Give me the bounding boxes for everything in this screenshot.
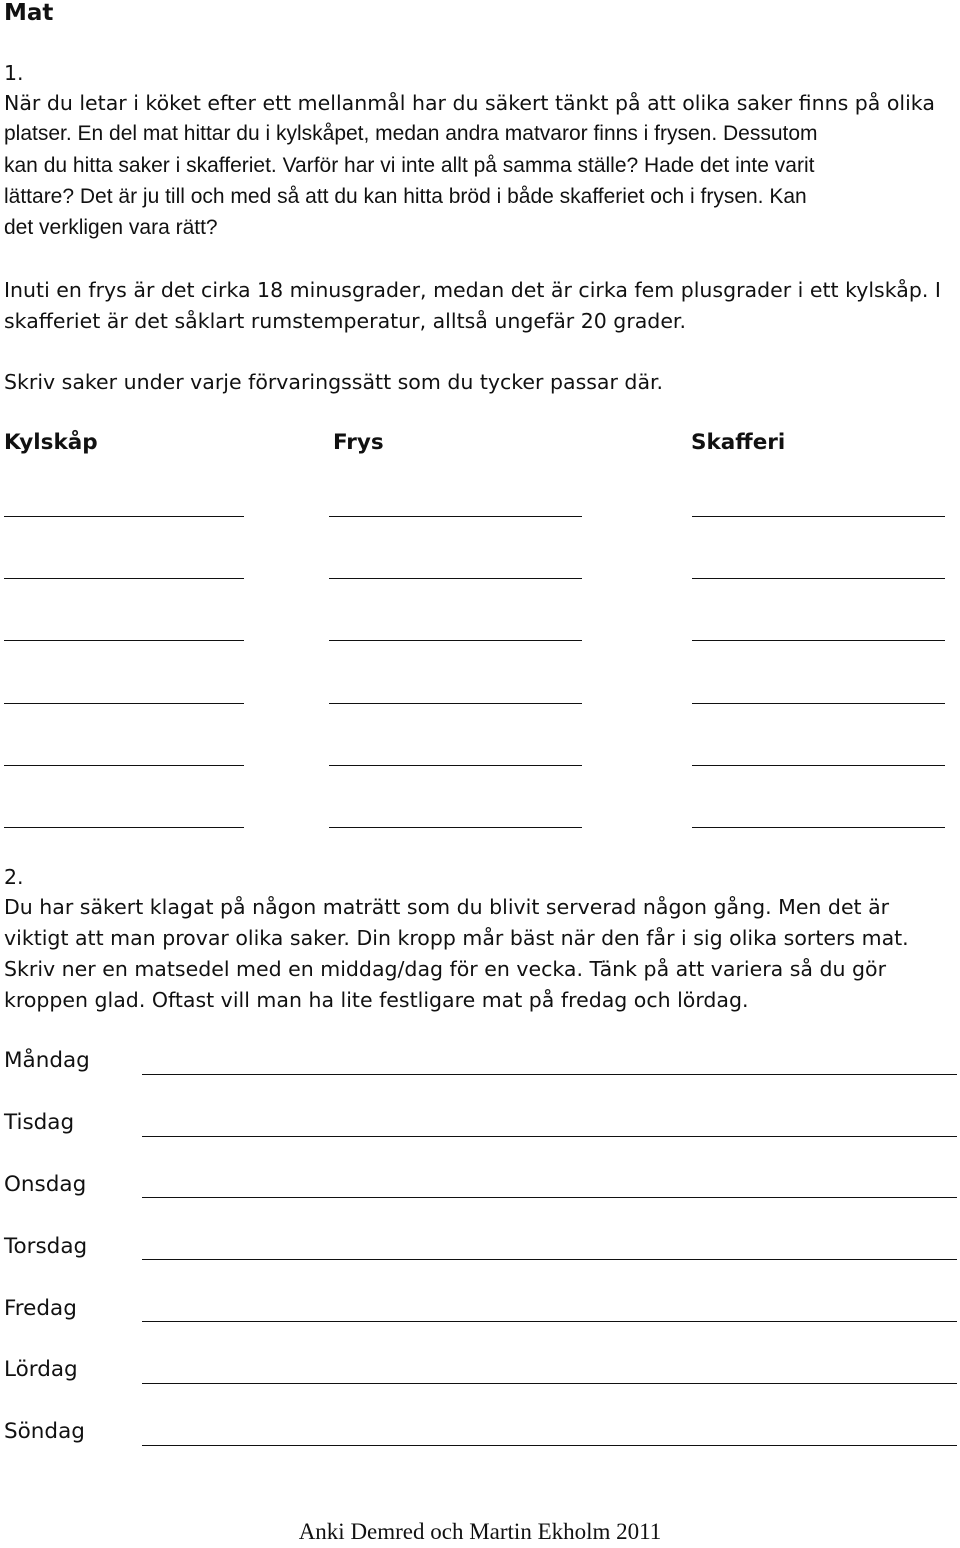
column-heading-kylskap: Kylskåp bbox=[4, 430, 98, 455]
task-1-intro-line-5: det verkligen vara rätt? bbox=[4, 216, 218, 239]
kylskap-answer-line[interactable] bbox=[4, 640, 244, 641]
fredag-answer-line[interactable] bbox=[142, 1321, 957, 1322]
frys-answer-line[interactable] bbox=[329, 640, 582, 641]
frys-answer-line[interactable] bbox=[329, 765, 582, 766]
tisdag-answer-line[interactable] bbox=[142, 1136, 957, 1137]
skafferi-answer-line[interactable] bbox=[692, 578, 945, 579]
frys-answer-line[interactable] bbox=[329, 578, 582, 579]
day-label-tisdag: Tisdag bbox=[4, 1110, 75, 1135]
onsdag-answer-line[interactable] bbox=[142, 1197, 957, 1198]
task-1-intro-line-3: kan du hitta saker i skafferiet. Varför har vi inte allt på samma ställe? Hade det inte varit bbox=[4, 154, 815, 177]
task-2-text-line-2: viktigt att man provar olika saker. Din kropp mår bäst när den får i sig olika sorters mat. bbox=[4, 926, 909, 950]
kylskap-answer-line[interactable] bbox=[4, 765, 244, 766]
day-label-sondag: Söndag bbox=[4, 1419, 85, 1444]
task-1-temperature-line-1: Inuti en frys är det cirka 18 minusgrader, medan det är cirka fem plusgrader i ett kylskåp. I bbox=[4, 278, 941, 302]
mandag-answer-line[interactable] bbox=[142, 1074, 957, 1075]
task-2-number: 2. bbox=[4, 865, 24, 889]
page-title: Mat bbox=[4, 0, 54, 26]
kylskap-answer-line[interactable] bbox=[4, 516, 244, 517]
day-label-lordag: Lördag bbox=[4, 1357, 78, 1382]
day-label-fredag: Fredag bbox=[4, 1296, 77, 1321]
task-1-intro-line-2: platser. En del mat hittar du i kylskåpet, medan andra matvaror finns i frysen. Dessutom bbox=[4, 122, 818, 145]
kylskap-answer-line[interactable] bbox=[4, 827, 244, 828]
day-label-mandag: Måndag bbox=[4, 1048, 90, 1073]
task-1-intro-line-4: lättare? Det är ju till och med så att du kan hitta bröd i både skafferiet och i frysen. Kan bbox=[4, 185, 807, 208]
task-1-intro-line-1: När du letar i köket efter ett mellanmål har du säkert tänkt på att olika saker finns på olika bbox=[4, 91, 935, 115]
column-heading-frys: Frys bbox=[333, 430, 384, 455]
task-1-temperature-line-2: skafferiet är det såklart rumstemperatur, alltså ungefär 20 grader. bbox=[4, 309, 686, 333]
torsdag-answer-line[interactable] bbox=[142, 1259, 957, 1260]
sondag-answer-line[interactable] bbox=[142, 1445, 957, 1446]
task-2-text-line-3: Skriv ner en matsedel med en middag/dag för en vecka. Tänk på att variera så du gör bbox=[4, 957, 887, 981]
footer-credit: Anki Demred och Martin Ekholm 2011 bbox=[298, 1519, 662, 1544]
skafferi-answer-line[interactable] bbox=[692, 703, 945, 704]
frys-answer-line[interactable] bbox=[329, 827, 582, 828]
day-label-torsdag: Torsdag bbox=[4, 1234, 88, 1259]
skafferi-answer-line[interactable] bbox=[692, 765, 945, 766]
day-label-onsdag: Onsdag bbox=[4, 1172, 87, 1197]
task-2-text-line-4: kroppen glad. Oftast vill man ha lite festligare mat på fredag och lördag. bbox=[4, 988, 749, 1012]
skafferi-answer-line[interactable] bbox=[692, 516, 945, 517]
task-1-instruction: Skriv saker under varje förvaringssätt som du tycker passar där. bbox=[4, 370, 664, 394]
frys-answer-line[interactable] bbox=[329, 516, 582, 517]
kylskap-answer-line[interactable] bbox=[4, 703, 244, 704]
column-heading-skafferi: Skafferi bbox=[691, 430, 786, 455]
frys-answer-line[interactable] bbox=[329, 703, 582, 704]
task-2-text-line-1: Du har säkert klagat på någon maträtt som du blivit serverad någon gång. Men det är bbox=[4, 895, 890, 919]
skafferi-answer-line[interactable] bbox=[692, 640, 945, 641]
kylskap-answer-line[interactable] bbox=[4, 578, 244, 579]
task-1-number: 1. bbox=[4, 61, 24, 85]
lordag-answer-line[interactable] bbox=[142, 1383, 957, 1384]
skafferi-answer-line[interactable] bbox=[692, 827, 945, 828]
